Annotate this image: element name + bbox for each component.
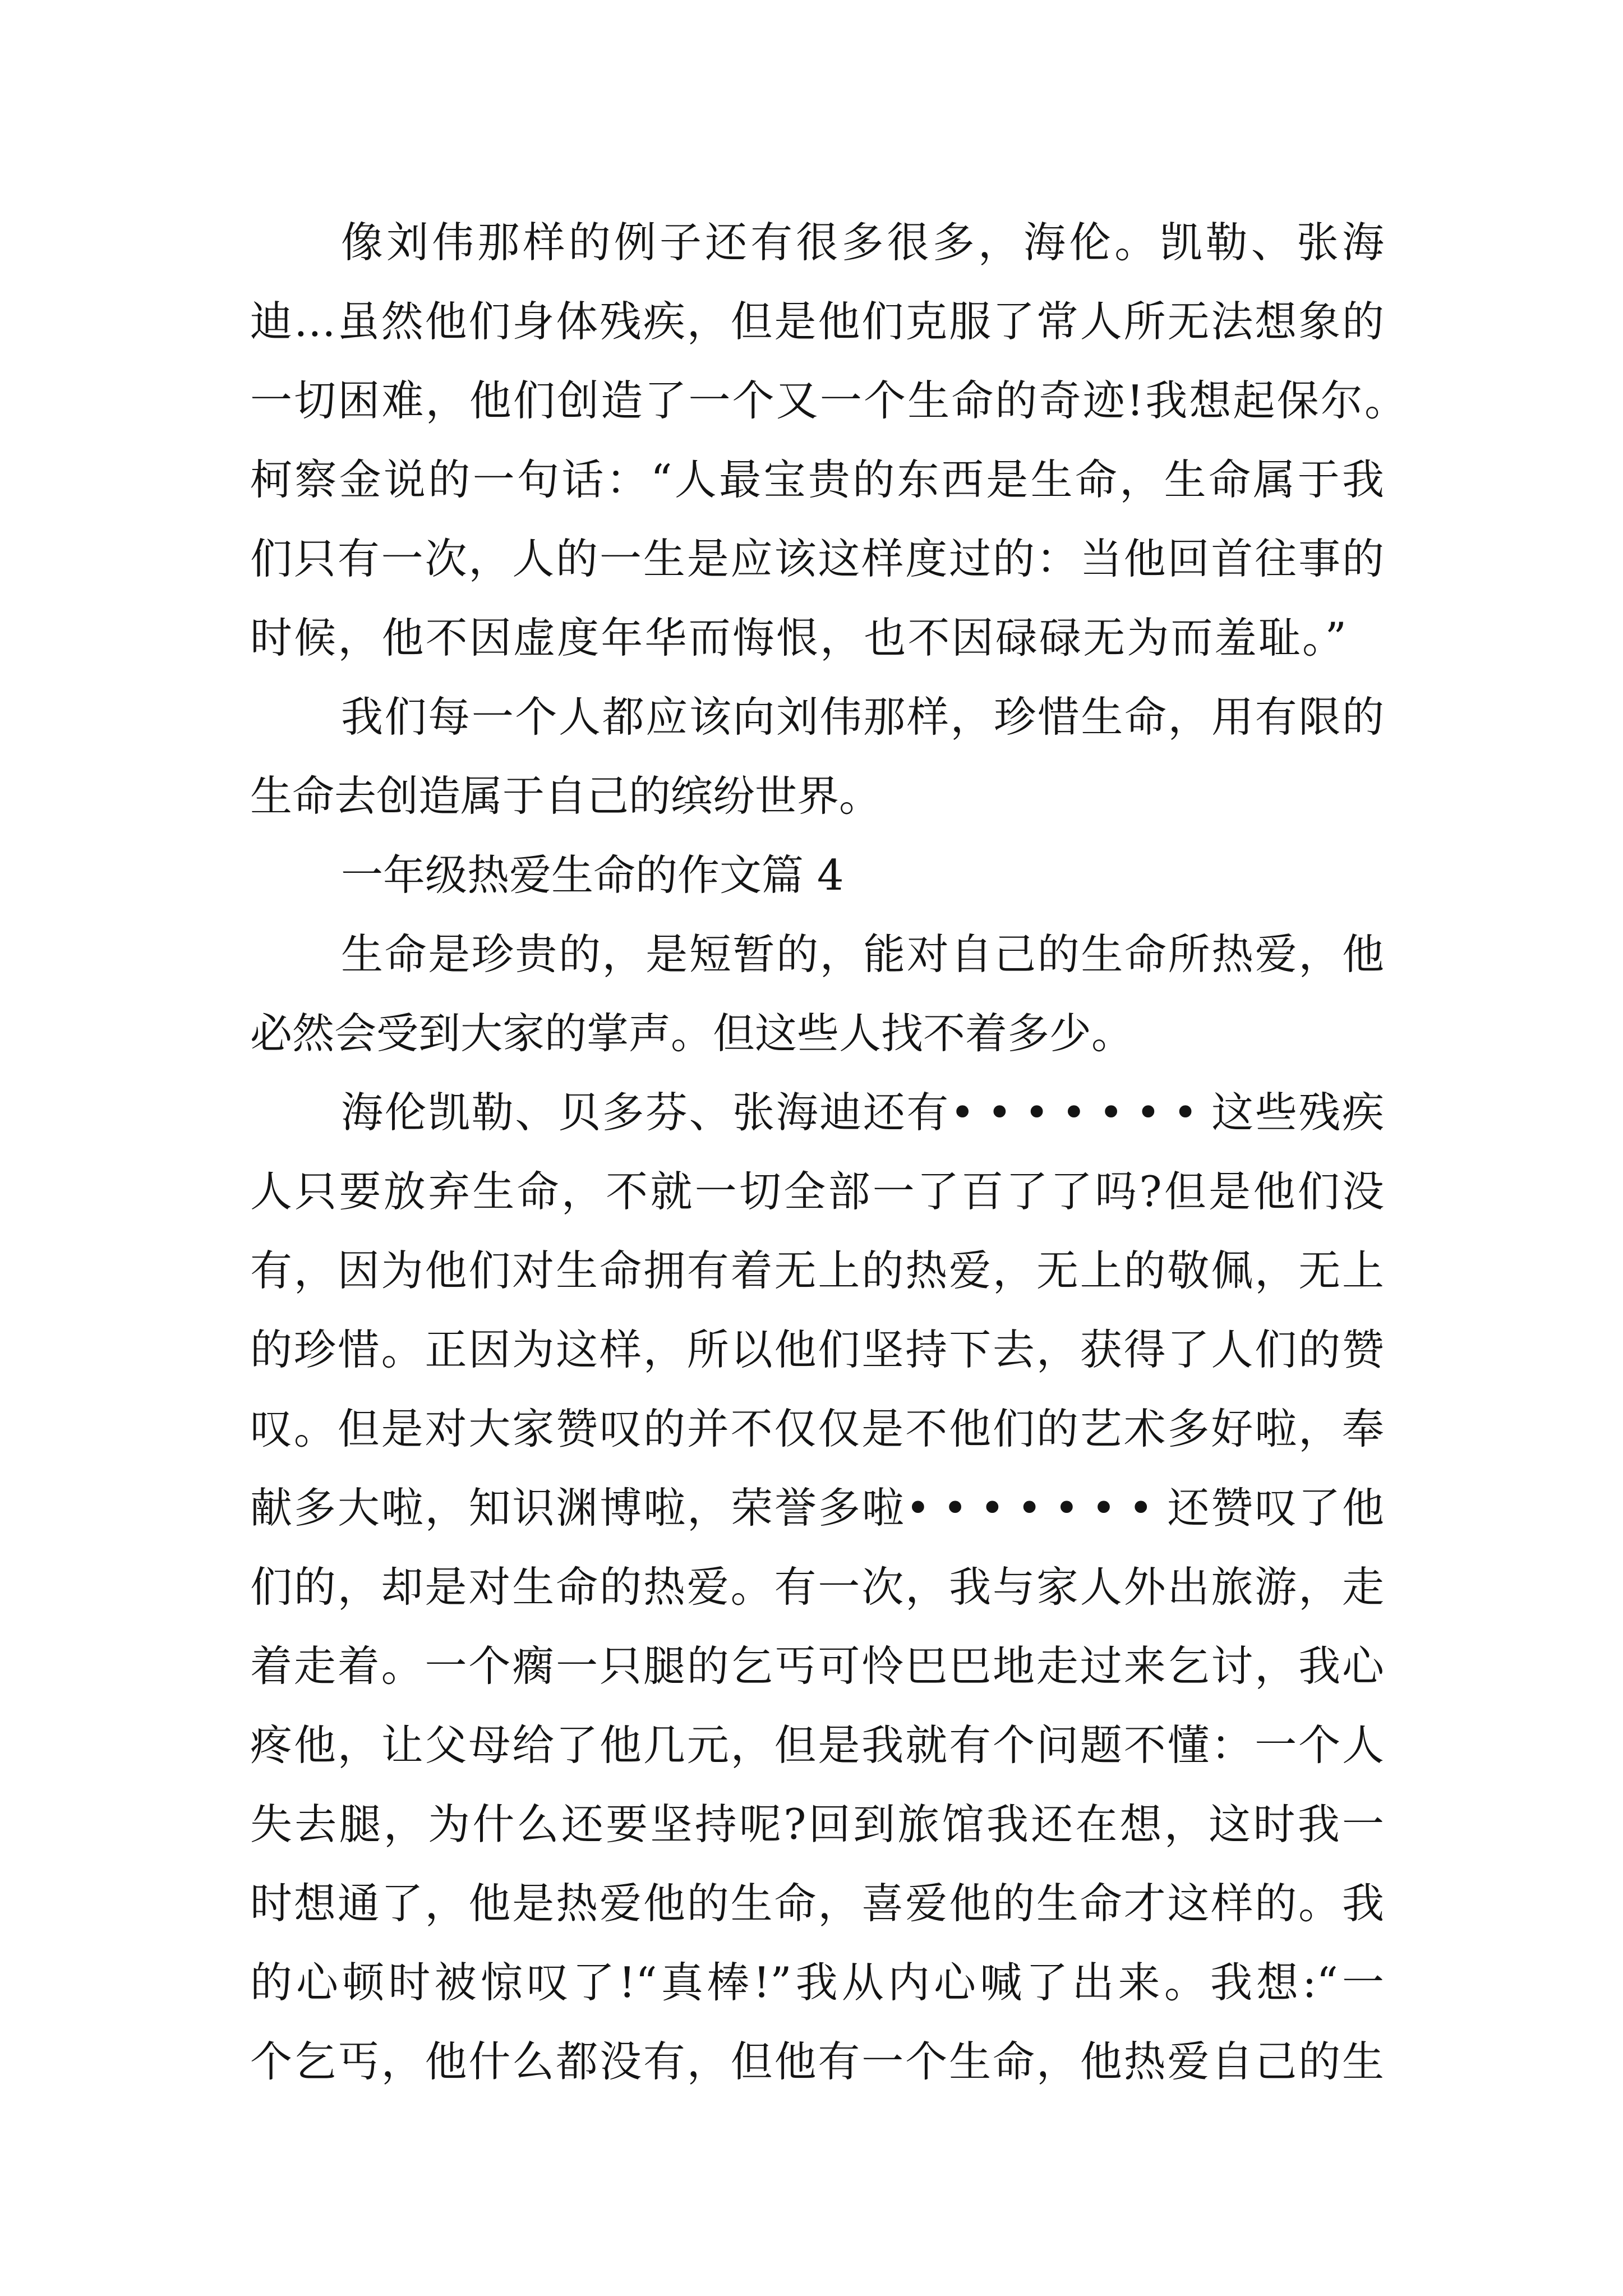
paragraph [250, 915, 1384, 1073]
text-line: 疼他，让父母给了他几元，但是我就有个问题不懂：一个人 [250, 1720, 1384, 1770]
paragraph [250, 1073, 1384, 2101]
text-line: 失去腿，为什么还要坚持呢?回到旅馆我还在想，这时我一 [250, 1800, 1384, 1849]
text-line: 迪…虽然他们身体残疾，但是他们克服了常人所无法想象的 [250, 297, 1384, 346]
text-line: 叹。但是对大家赞叹的并不仅仅是不他们的艺术多好啦，奉 [250, 1404, 1384, 1453]
text-line: 时想通了，他是热爱他的生命，喜爱他的生命才这样的。我 [250, 1879, 1384, 1928]
text-line [250, 1073, 1384, 1152]
text-line: 像刘伟那样的例子还有很多很多，海伦。凯勒、张海 [341, 218, 1384, 267]
text-segment: 献多大啦，知识渊博啦，荣誉多啦 [250, 1483, 906, 1533]
text-line: 生命去创造属于自己的缤纷世界。 [250, 771, 882, 821]
document-body [250, 203, 1407, 2101]
text-line: 一切困难，他们创造了一个又一个生命的奇迹!我想起保尔。 [250, 376, 1407, 425]
paragraph [250, 203, 1407, 678]
text-segment: 海伦凯勒、贝多芬、张海迪还有 [341, 1088, 951, 1137]
ellipsis-dots: ••••••• [950, 1088, 1210, 1137]
ellipsis-dots: ••••••• [905, 1483, 1166, 1533]
text-line: 柯察金说的一句话：“人最宝贵的东西是生命，生命属于我 [250, 455, 1384, 504]
text-line: 们的，却是对生命的热爱。有一次，我与家人外出旅游，走 [250, 1562, 1384, 1612]
text-segment: 这些残疾 [1210, 1088, 1384, 1137]
section-heading: 一年级热爱生命的作文篇 4 [341, 850, 844, 900]
text-line: 的心顿时被惊叹了!“真棒!”我从内心喊了出来。我想:“一 [250, 1958, 1384, 2007]
text-line: 个乞丐，他什么都没有，但他有一个生命，他热爱自己的生 [250, 2037, 1384, 2086]
text-line: 生命是珍贵的，是短暂的，能对自己的生命所热爱，他 [341, 930, 1384, 979]
text-segment: 还赞叹了他 [1165, 1483, 1384, 1533]
text-line: 必然会受到大家的掌声。但这些人找不着多少。 [250, 1009, 1134, 1058]
text-line [250, 1469, 1384, 1548]
text-line: 有，因为他们对生命拥有着无上的热爱，无上的敬佩，无上 [250, 1246, 1384, 1295]
text-line: 时候，他不因虚度年华而悔恨，也不因碌碌无为而羞耻。” [250, 613, 1347, 662]
text-line: 我们每一个人都应该向刘伟那样，珍惜生命，用有限的 [341, 692, 1384, 742]
text-line: 们只有一次，人的一生是应该这样度过的：当他回首往事的 [250, 534, 1384, 583]
text-line: 人只要放弃生命，不就一切全部一了百了了吗?但是他们没 [250, 1167, 1384, 1216]
paragraph [250, 678, 1384, 836]
text-line: 着走着。一个瘸一只腿的乞丐可怜巴巴地走过来乞讨，我心 [250, 1641, 1384, 1691]
text-line: 的珍惜。正因为这样，所以他们坚持下去，获得了人们的赞 [250, 1325, 1384, 1374]
